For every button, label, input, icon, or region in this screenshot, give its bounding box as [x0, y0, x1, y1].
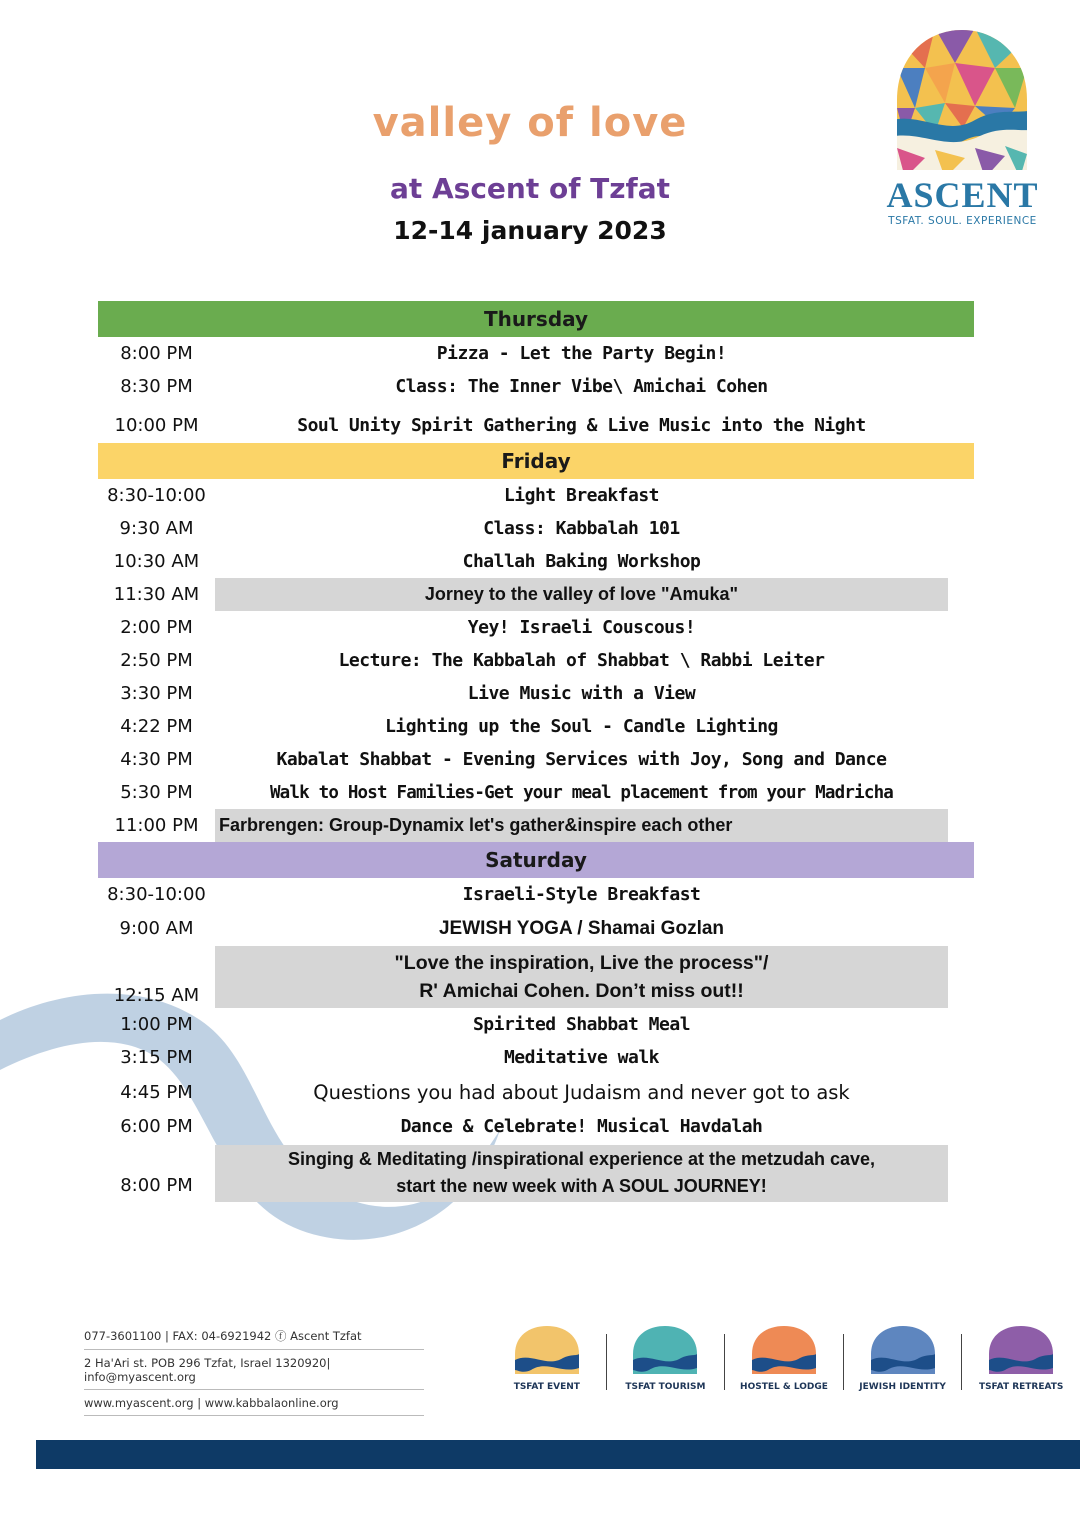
row-time: 8:00 PM: [120, 1174, 193, 1196]
row-time: 4:45 PM: [120, 1081, 193, 1103]
row-event: Class: Kabbalah 101: [483, 518, 680, 539]
row-time: 6:00 PM: [120, 1116, 193, 1137]
row-event: Meditative walk: [503, 1047, 660, 1068]
row-event-highlighted: [215, 1145, 948, 1202]
event-line: start the new week with A SOUL JOURNEY!: [396, 1176, 767, 1196]
brand-tsfat-tourism: [607, 1320, 725, 1410]
brand-jewish-identity: [844, 1320, 962, 1410]
row-time: 5:30 PM: [120, 782, 193, 803]
schedule-row: [98, 578, 974, 611]
row-time: 8:30-10:00: [107, 485, 206, 506]
row-time: 3:30 PM: [120, 683, 193, 704]
footer-address-line: 2 Ha'Ari st. POB 296 Tzfat, Israel 1320920| info@myascent.org: [84, 1350, 424, 1390]
brand-name: JEWISH IDENTITY: [859, 1382, 946, 1392]
tsfat-tourism-logo-icon: [629, 1324, 701, 1378]
row-event-highlighted: Jorney to the valley of love "Amuka": [215, 578, 948, 611]
row-event-highlighted: Farbrengen: Group-Dynamix let's gather&inspire each other: [215, 809, 948, 842]
schedule-row: [98, 545, 974, 578]
row-event: Pizza - Let the Party Begin!: [436, 343, 727, 364]
ascent-logo-tagline: TSFAT. SOUL. EXPERIENCE: [888, 215, 1037, 227]
row-time: 4:30 PM: [120, 749, 193, 770]
hostel-lodge-logo-icon: [748, 1324, 820, 1378]
tsfat-event-logo-icon: [511, 1324, 583, 1378]
row-event: Walk to Host Families-Get your meal placement from your Madricha: [269, 782, 894, 803]
row-time: 12:15 AM: [113, 985, 200, 1006]
row-event: Live Music with a View: [467, 683, 696, 704]
footer-contact: [84, 1322, 424, 1416]
schedule-row: [98, 1008, 974, 1041]
schedule-row: [98, 479, 974, 512]
row-event: Lighting up the Soul - Candle Lighting: [385, 716, 778, 737]
schedule-row: [98, 370, 974, 403]
event-line: Singing & Meditating /inspirational experience at the metzudah cave,: [287, 1149, 876, 1169]
row-event: JEWISH YOGA / Shamai Gozlan: [438, 917, 725, 939]
row-time: 8:30 PM: [120, 376, 193, 397]
schedule-row: [98, 611, 974, 644]
jewish-identity-logo-icon: [867, 1324, 939, 1378]
schedule-row: [98, 644, 974, 677]
row-time: 9:00 AM: [119, 918, 194, 939]
brand-logos: [488, 1320, 1080, 1410]
event-line: R' Amichai Cohen. Don’t miss out!!: [419, 980, 744, 1002]
schedule-row: [98, 878, 974, 911]
schedule-row: [98, 1041, 974, 1074]
day-header-thursday: Thursday: [98, 301, 974, 337]
row-event: Spirited Shabbat Meal: [472, 1014, 691, 1035]
schedule-row: [98, 710, 974, 743]
row-time: 8:00 PM: [120, 343, 193, 364]
schedule-row: [98, 403, 974, 443]
row-event-highlighted: [215, 946, 948, 1008]
schedule-row: [98, 337, 974, 370]
schedule-row: [98, 1110, 974, 1143]
footer-web-line: www.myascent.org | www.kabbalaonline.org: [84, 1390, 424, 1416]
day-header-saturday: Saturday: [98, 842, 974, 878]
row-time: 3:15 PM: [120, 1047, 193, 1068]
row-event: Soul Unity Spirit Gathering & Live Music into the Night: [297, 414, 866, 436]
brand-hostel-lodge: [725, 1320, 843, 1410]
row-time: 10:30 AM: [113, 551, 200, 572]
row-time: 2:00 PM: [120, 617, 193, 638]
brand-tsfat-retreats: [962, 1320, 1080, 1410]
row-time: 11:00 PM: [114, 815, 199, 836]
row-event: Challah Baking Workshop: [462, 551, 701, 572]
event-subtitle: at Ascent of Tzfat: [389, 172, 671, 205]
event-dates: 12-14 january 2023: [393, 216, 667, 245]
schedule-row: [98, 743, 974, 776]
row-event: Lecture: The Kabbalah of Shabbat \ Rabbi Leiter: [338, 650, 825, 671]
row-time: 9:30 AM: [119, 518, 194, 539]
brand-name: TSFAT EVENT: [513, 1382, 580, 1392]
schedule-row: [98, 946, 974, 1008]
schedule-row: [98, 809, 974, 842]
row-time: 4:22 PM: [120, 716, 193, 737]
footer-bar: [36, 1440, 1080, 1469]
schedule-row: [98, 512, 974, 545]
row-event: Class: The Inner Vibe\ Amichai Cohen: [395, 376, 768, 397]
row-event: Yey! Israeli Couscous!: [467, 617, 696, 638]
brand-name: TSFAT TOURISM: [625, 1382, 706, 1392]
row-time: 11:30 AM: [113, 584, 200, 605]
schedule-row: [98, 1143, 974, 1203]
schedule-row: [98, 776, 974, 809]
brand-name: TSFAT RETREATS: [978, 1382, 1064, 1392]
brand-tsfat-event: [488, 1320, 606, 1410]
schedule-table: [98, 301, 974, 1203]
tsfat-retreats-logo-icon: [985, 1324, 1057, 1378]
schedule-row: [98, 1074, 974, 1110]
schedule-row: [98, 911, 974, 946]
footer-phone-line: 077-3601100 | FAX: 04-6921942 ⓕ Ascent Tzfat: [84, 1322, 424, 1350]
schedule-row: [98, 677, 974, 710]
row-time: 10:00 PM: [114, 414, 199, 436]
event-title: valley of love: [372, 100, 688, 146]
row-event: Light Breakfast: [503, 485, 660, 506]
row-event: Israeli-Style Breakfast: [462, 884, 701, 905]
row-event: Kabalat Shabbat - Evening Services with Joy, Song and Dance: [276, 749, 887, 770]
ascent-logo-word: ASCENT: [886, 175, 1039, 215]
row-event: Dance & Celebrate! Musical Havdalah: [400, 1116, 763, 1137]
row-time: 2:50 PM: [120, 650, 193, 671]
brand-name: HOSTEL & LODGE: [740, 1382, 828, 1392]
row-event: Questions you had about Judaism and never got to ask: [313, 1080, 850, 1104]
event-line: "Love the inspiration, Live the process"/: [394, 952, 769, 974]
row-time: 8:30-10:00: [107, 884, 206, 905]
day-header-friday: Friday: [98, 443, 974, 479]
row-time: 1:00 PM: [120, 1014, 193, 1035]
